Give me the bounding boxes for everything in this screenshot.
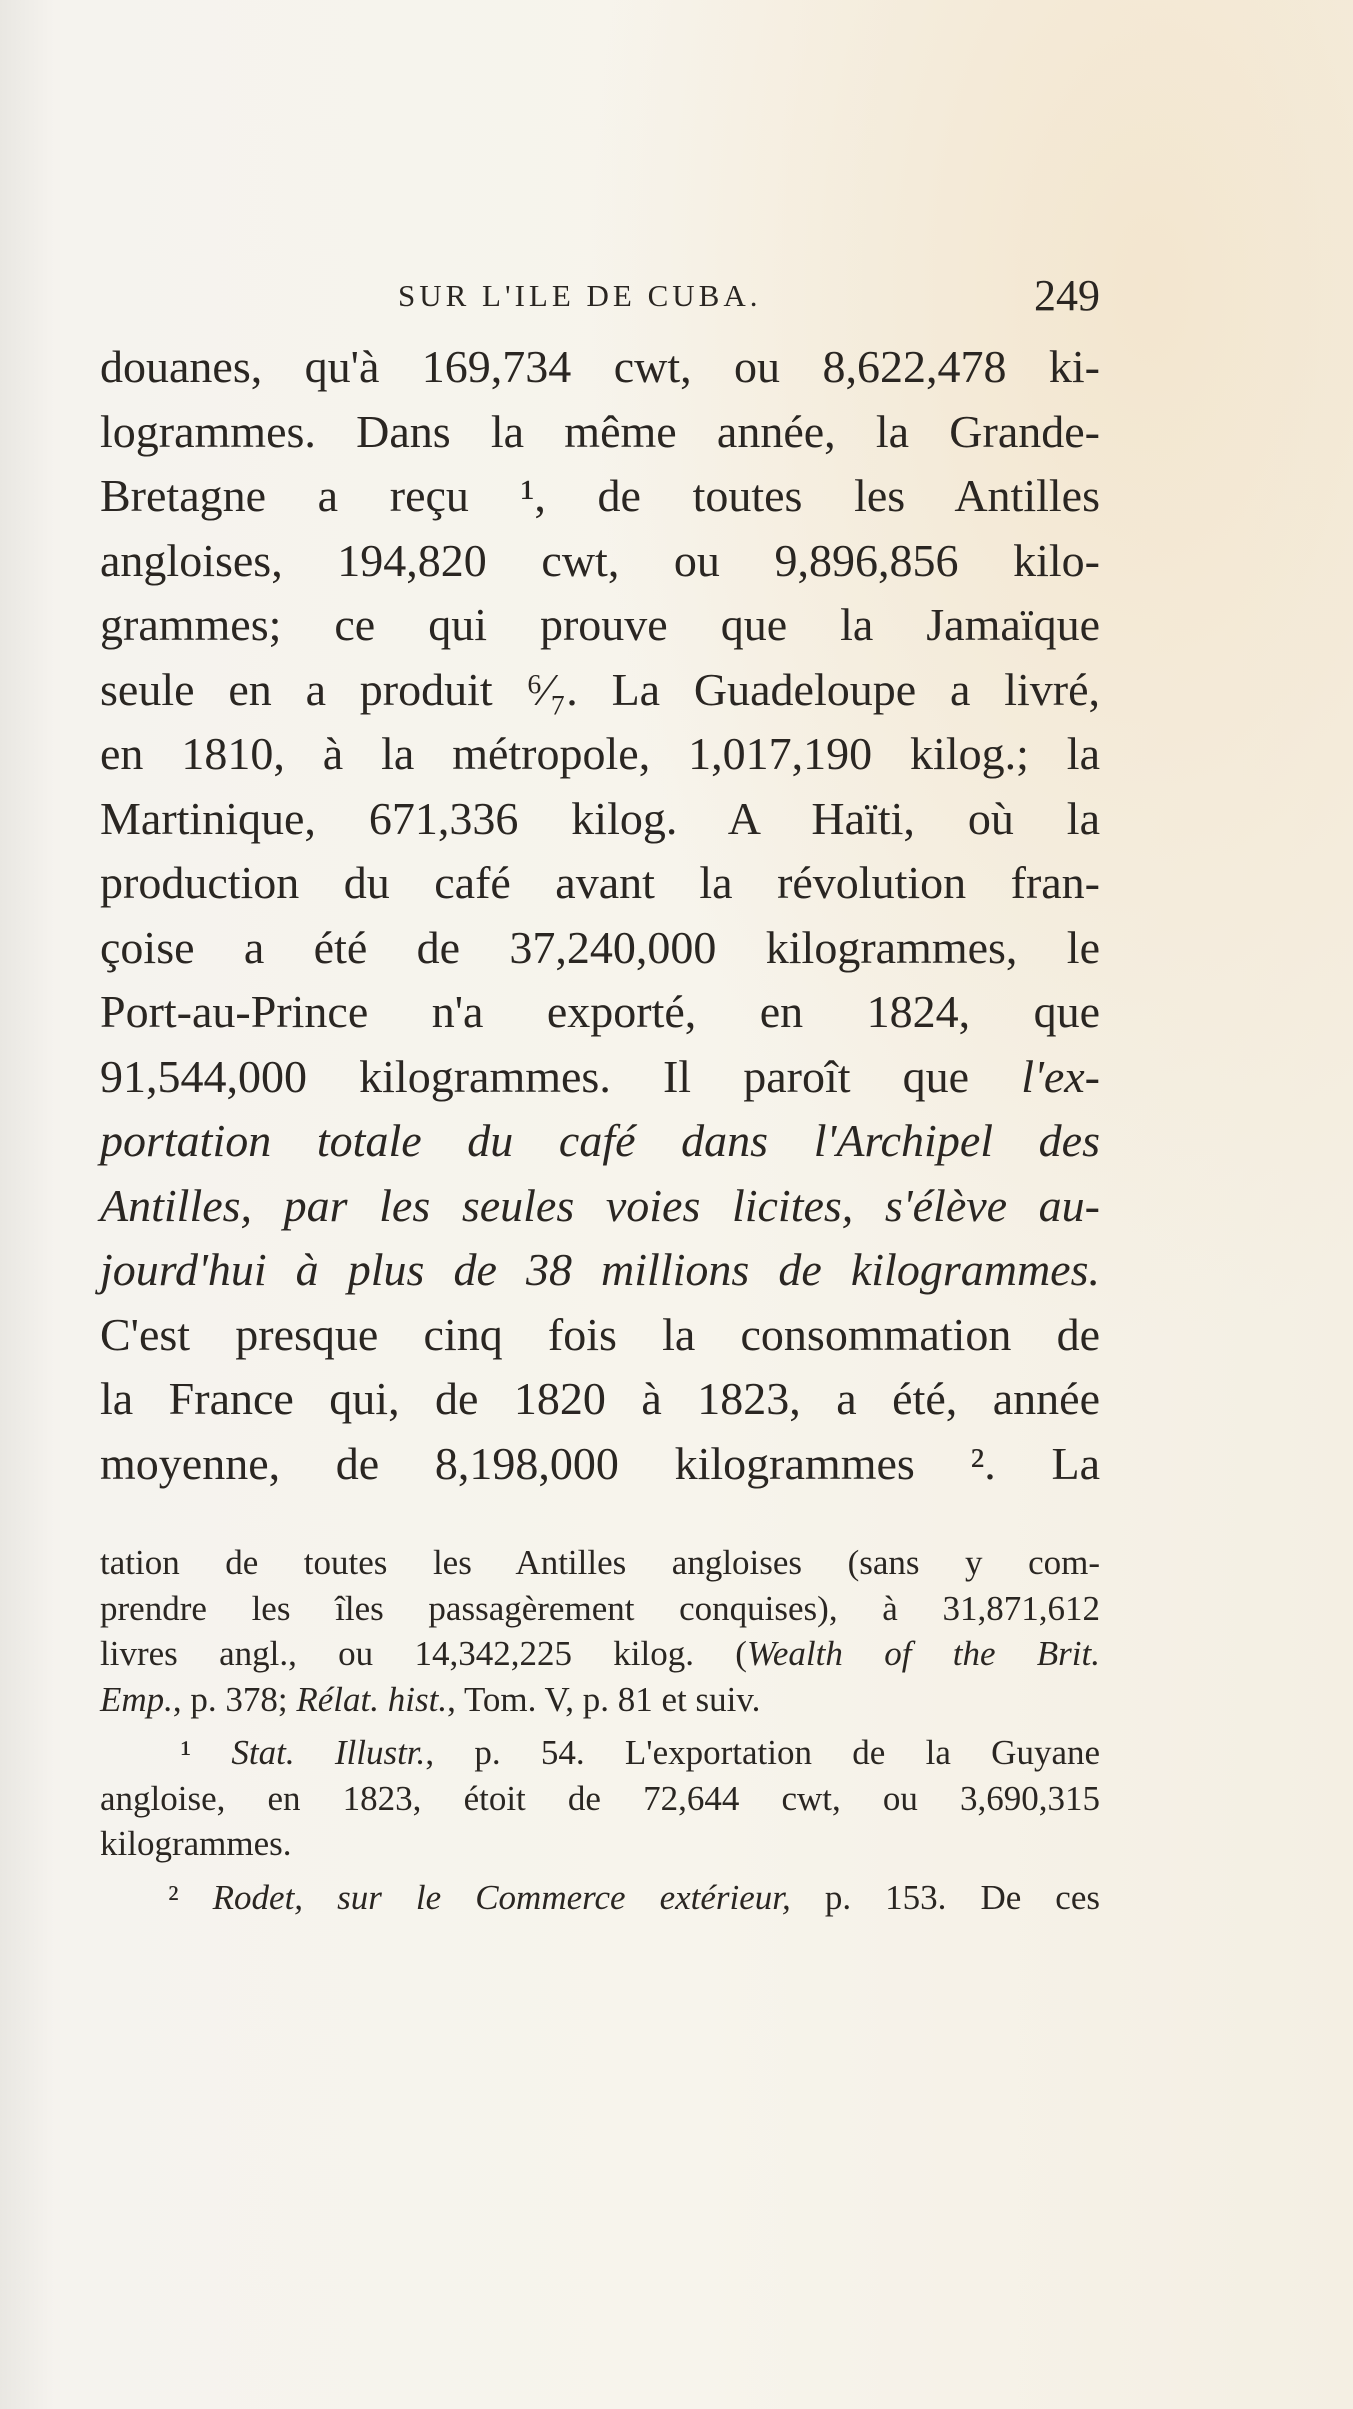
footnote-2-marker: ²: [168, 1877, 179, 1917]
body-line: production du café avant la révolution fran-: [100, 857, 1100, 908]
body-line: çoise a été de 37,240,000 kilogrammes, le: [100, 921, 1100, 973]
footnote-text: , p. 54. L'exportation de la Guyane: [425, 1733, 1101, 1772]
body-line: Port-au-Prince n'a exporté, en 1824, que: [100, 986, 1100, 1037]
body-line: Bretagne a reçu ¹, de toutes les Antilles: [100, 470, 1100, 521]
footnote-1-marker: ¹: [180, 1733, 192, 1772]
footnote-citation: Wealth of the Brit.: [746, 1634, 1101, 1673]
body-line-italic: portation totale du café dans l'Archipel des: [100, 1115, 1100, 1166]
footnote-continuation-line: prendre les îles passagèrement conquises), à 31,871,612: [100, 1588, 1100, 1628]
running-head: [100, 270, 1100, 330]
body-line: logrammes. Dans la même année, la Grande-: [100, 405, 1100, 457]
footnote-2: [100, 1875, 1100, 1921]
body-line: grammes; ce qui prouve que la Jamaïque: [100, 599, 1100, 650]
body-text: [100, 335, 1100, 1496]
footnotes: [100, 1540, 1100, 1920]
footnote-continuation-line: [100, 1631, 1100, 1677]
footnote-citation: Rélat. hist.: [296, 1679, 448, 1719]
body-line: douanes, qu'à 169,734 cwt, ou 8,622,478 ki-: [100, 341, 1100, 392]
footnote-citation: Rodet, sur le Commerce extérieur,: [212, 1877, 791, 1917]
footnote-text: p. 153. De ces: [790, 1877, 1101, 1917]
body-line: Martinique, 671,336 kilog. A Haïti, où la: [100, 792, 1100, 844]
footnote-1: [100, 1730, 1100, 1776]
footnote-text: , p. 378;: [172, 1679, 297, 1719]
page-number: 249: [1034, 271, 1100, 320]
footnote-1-line: kilogrammes.: [100, 1824, 292, 1863]
body-line: la France qui, de 1820 à 1823, a été, année: [100, 1373, 1100, 1424]
footnote-text: , Tom. V, p. 81 et suiv.: [447, 1679, 761, 1719]
body-line: [100, 1045, 1100, 1110]
body-line: seule en a produit ⁶⁄₇. La Guadeloupe a livré,: [100, 663, 1100, 715]
footnote-continuation-line: tation de toutes les Antilles angloises (sans y com-: [100, 1543, 1100, 1582]
body-line-italic: l'ex-: [1021, 1050, 1100, 1102]
body-line-italic: jourd'hui à plus de 38 millions de kilogrammes.: [100, 1244, 1100, 1295]
body-line: moyenne, de 8,198,000 kilogrammes ². La: [100, 1437, 1100, 1489]
footnote-text: livres angl., ou 14,342,225 kilog. (: [100, 1634, 747, 1673]
footnote-citation: Emp.: [100, 1679, 173, 1719]
footnote-1-line: angloise, en 1823, étoit de 72,644 cwt, ou 3,690,315: [100, 1778, 1100, 1818]
body-line-plain: 91,544,000 kilogrammes. Il paroît que: [100, 1050, 1022, 1102]
body-line-italic: Antilles, par les seules voies licites, s'élève au-: [100, 1179, 1100, 1231]
body-line: en 1810, à la métropole, 1,017,190 kilog.; la: [100, 728, 1100, 779]
body-line: C'est presque cinq fois la consommation de: [100, 1308, 1100, 1360]
body-line: angloises, 194,820 cwt, ou 9,896,856 kilo-: [100, 534, 1100, 586]
running-head-title: SUR L'ILE DE CUBA.: [398, 278, 762, 313]
footnote-continuation-line: [100, 1677, 1100, 1723]
footnote-citation: Stat. Illustr.: [231, 1733, 426, 1772]
